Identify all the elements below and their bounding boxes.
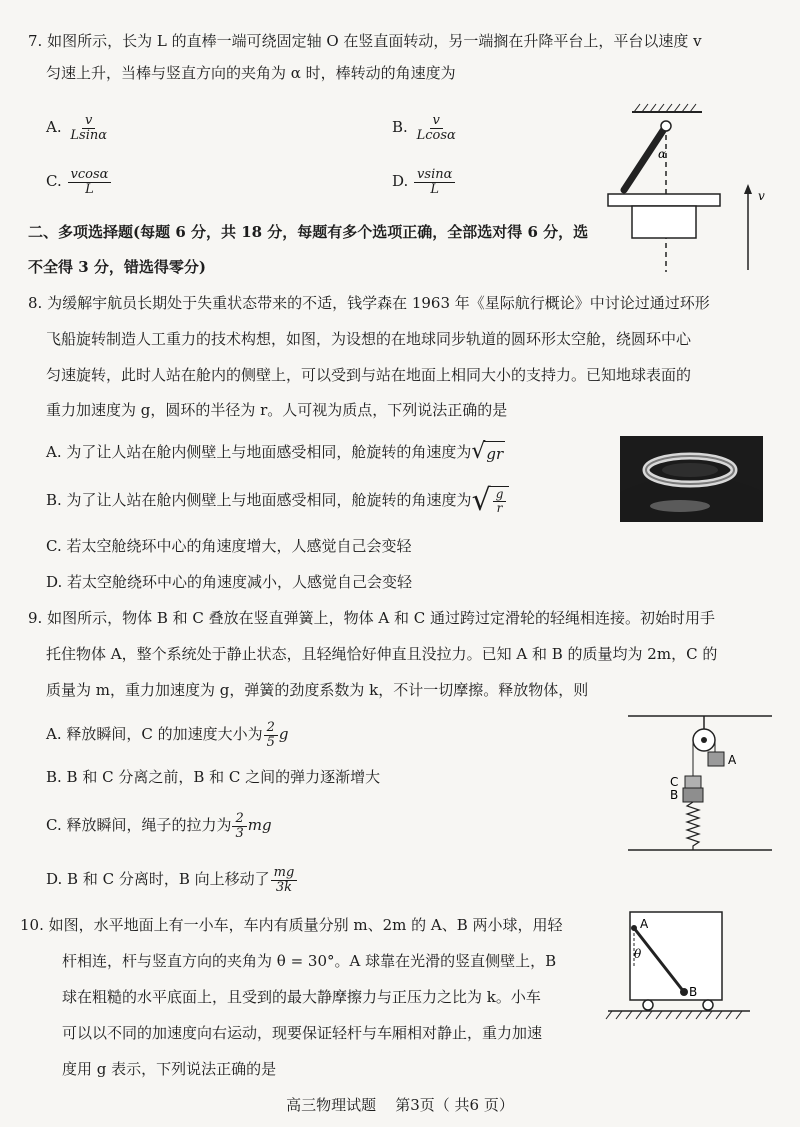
q8-stem-line1: 8. 为缓解宇航员长期处于失重状态带来的不适，钱学森在 1963 年《星际航行概论》中讨论过通过环形	[28, 294, 710, 312]
q10-fig-label-a: A	[640, 917, 649, 931]
q10-cart-figure	[604, 906, 754, 1024]
q7-option-d[interactable]: D. $\frac{vsin\alpha}{L}$	[392, 168, 456, 196]
q8-option-c[interactable]: C. 若太空舱绕环中心的角速度增大，人感觉自己会变轻	[46, 537, 412, 555]
q8-option-b[interactable]: B. 为了让人站在舱内侧壁上与地面感受相同，舱旋转的角速度为 √ $\frac{g}{r}$	[46, 486, 509, 516]
q10-stem-line5: 度用 g 表示，下列说法正确的是	[62, 1060, 277, 1078]
q7-stem-line1: 7. 如图所示，长为 L 的直棒一端可绕固定轴 O 在竖直面转动，另一端搁在升降平台上，平台以速度 v	[28, 32, 702, 50]
q9-pulley-spring-figure	[626, 708, 774, 858]
q8-option-a[interactable]: A. 为了让人站在舱内侧壁上与地面感受相同，舱旋转的角速度为 √ gr	[46, 439, 504, 464]
q9-stem-line2: 托住物体 A，整个系统处于静止状态，且轻绳恰好伸直且没拉力。已知 A 和 B 的质量均为 2m，C 的	[46, 645, 718, 663]
q10-fig-label-b: B	[689, 985, 698, 999]
q9-fig-label-b: B	[670, 788, 679, 802]
q9-stem-line3: 质量为 m，重力加速度为 g，弹簧的劲度系数为 k，不计一切摩擦。释放物体，则	[46, 681, 589, 699]
q9-option-a[interactable]: A. 释放瞬间，C 的加速度大小为 $\frac{2}{5}$ g	[46, 720, 289, 750]
q9-stem-line1: 9. 如图所示，物体 B 和 C 叠放在竖直弹簧上，物体 A 和 C 通过跨过定滑轮的轻绳相连接。初始时用手	[28, 609, 716, 627]
q7-fig-alpha-label: α	[658, 147, 667, 161]
q8-stem-line4: 重力加速度为 g，圆环的半径为 r。人可视为质点，下列说法正确的是	[46, 401, 508, 419]
q7-rod-platform-figure	[598, 100, 773, 278]
q9-option-d[interactable]: D. B 和 C 分离时，B 向上移动了 $\frac{mg}{3k}$	[46, 866, 298, 894]
q7-option-c[interactable]: C. $\frac{vcos\alpha}{L}$	[46, 168, 112, 196]
q8-stem-line3: 匀速旋转，此时人站在舱内的侧壁上，可以受到与站在地面上相同大小的支持力。已知地球表面的	[46, 366, 692, 384]
space-station-illustration	[620, 436, 763, 522]
q8-option-d[interactable]: D. 若太空舱绕环中心的角速度减小，人感觉自己会变轻	[46, 573, 413, 591]
q7-option-a[interactable]: A. $\frac{v}{Lsin\alpha}$	[46, 113, 108, 143]
space-station-photo	[620, 436, 763, 522]
section2-heading-line1: 二、多项选择题(每题 6 分，共 18 分，每题有多个选项正确，全部选对得 6 分，选	[28, 223, 589, 241]
q9-fig-label-c: C	[670, 775, 679, 789]
q10-fig-theta-label: θ	[634, 947, 642, 961]
q7-fig-velocity-label: v	[758, 189, 765, 203]
section2-heading-line2: 不全得 3 分，错选得零分)	[28, 258, 206, 276]
q9-option-c[interactable]: C. 释放瞬间，绳子的拉力为 $\frac{2}{3}$ mg	[46, 811, 272, 841]
q9-fig-label-a: A	[728, 753, 737, 767]
q10-stem-line1: 10. 如图，水平地面上有一小车，车内有质量分别 m、2m 的 A、B 两小球，用轻	[20, 916, 563, 934]
q9-option-b[interactable]: B. B 和 C 分离之前，B 和 C 之间的弹力逐渐增大	[46, 768, 381, 786]
q7-stem-line2: 匀速上升，当棒与竖直方向的夹角为 α 时，棒转动的角速度为	[46, 64, 456, 82]
page-footer: 高三物理试题 第3页（ 共6 页）	[286, 1096, 514, 1114]
q10-stem-line4: 可以以不同的加速度向右运动，现要保证轻杆与车厢相对静止，重力加速	[62, 1024, 543, 1042]
q10-stem-line3: 球在粗糙的水平底面上，且受到的最大静摩擦力与正压力之比为 k。小车	[62, 988, 541, 1006]
q7-option-b[interactable]: B. $\frac{v}{Lcos\alpha}$	[392, 113, 456, 143]
q8-stem-line2: 飞船旋转制造人工重力的技术构想，如图，为设想的在地球同步轨道的圆环形太空舱，绕圆环中心	[46, 330, 692, 348]
q10-stem-line2: 杆相连，杆与竖直方向的夹角为 θ = 30°。A 球靠在光滑的竖直侧壁上，B	[62, 952, 557, 970]
